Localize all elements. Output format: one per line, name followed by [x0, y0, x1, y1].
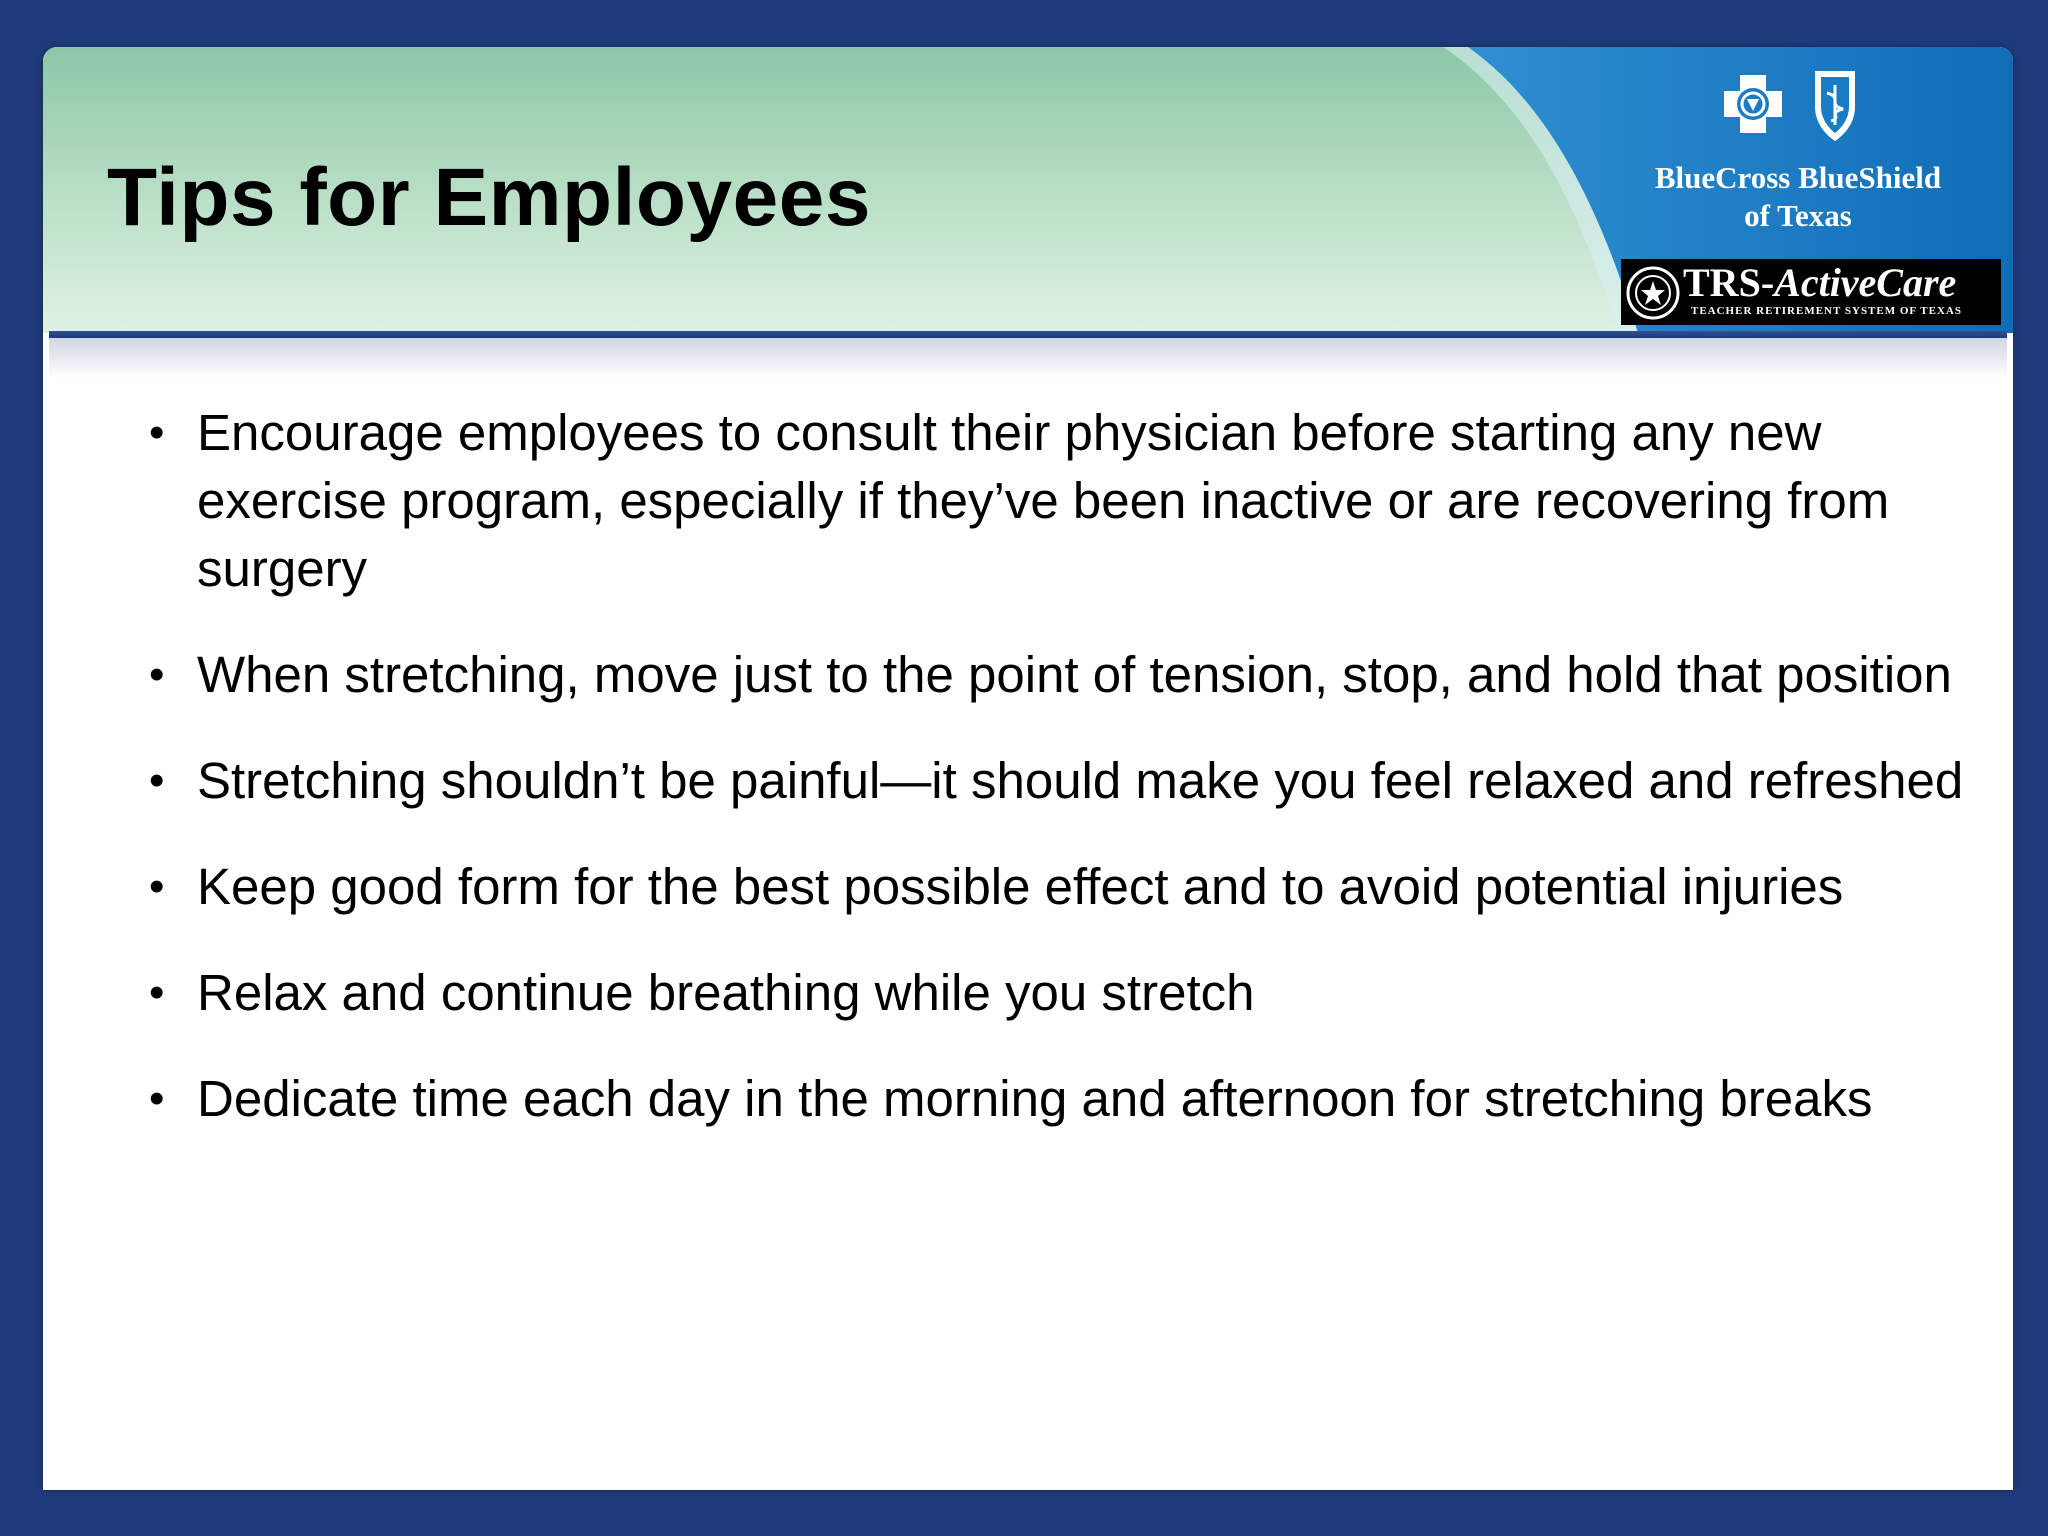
bullet-marker: • — [149, 408, 165, 457]
bullet-item — [107, 1065, 1967, 1133]
bullet-text: When stretching, move just to the point of tension, stop, and hold that position — [197, 646, 1952, 703]
header-divider-shadow — [49, 338, 2007, 378]
bullet-text: Keep good form for the best possible effect and to avoid potential injuries — [197, 858, 1844, 915]
bullet-text: Dedicate time each day in the morning and afternoon for stretching breaks — [197, 1070, 1873, 1127]
slide-title: Tips for Employees — [107, 152, 871, 243]
brand-name-line2: of Texas — [1744, 198, 1852, 233]
bullet-marker: • — [149, 862, 165, 911]
bullet-text: Encourage employees to consult their physician before starting any new exercise program, especially if they’ve been inactive or are recovering from surgery — [197, 404, 1890, 597]
bullet-item — [107, 399, 1967, 603]
trs-name-script: ActiveCare — [1774, 260, 1957, 305]
bullet-marker: • — [149, 650, 165, 699]
trs-subtitle: TEACHER RETIREMENT SYSTEM OF TEXAS — [1691, 305, 1962, 317]
header-divider — [49, 331, 2007, 338]
bullet-text: Stretching shouldn’t be painful—it should make you feel relaxed and refreshed — [197, 752, 1964, 809]
bullet-item — [107, 747, 1967, 815]
bcbs-logo — [1713, 57, 1883, 167]
trs-seal-icon — [1625, 265, 1681, 321]
bullet-marker: • — [149, 1074, 165, 1123]
bullet-marker: • — [149, 756, 165, 805]
trs-name-prefix: TRS- — [1683, 260, 1775, 305]
blue-cross-icon — [1724, 75, 1782, 133]
slide-header — [43, 47, 2013, 333]
bullet-item — [107, 641, 1967, 709]
bullet-item — [107, 853, 1967, 921]
trs-name — [1683, 261, 1956, 305]
trs-activecare-logo — [1621, 259, 2001, 325]
bullet-item — [107, 959, 1967, 1027]
brand-name-line1: BlueCross BlueShield — [1654, 160, 1942, 195]
slide — [43, 47, 2013, 1490]
bullet-text: Relax and continue breathing while you stretch — [197, 964, 1255, 1021]
bullet-list — [107, 399, 1967, 1171]
bullet-marker: • — [149, 968, 165, 1017]
brand-name — [1598, 159, 1998, 235]
blue-shield-icon — [1815, 71, 1855, 141]
